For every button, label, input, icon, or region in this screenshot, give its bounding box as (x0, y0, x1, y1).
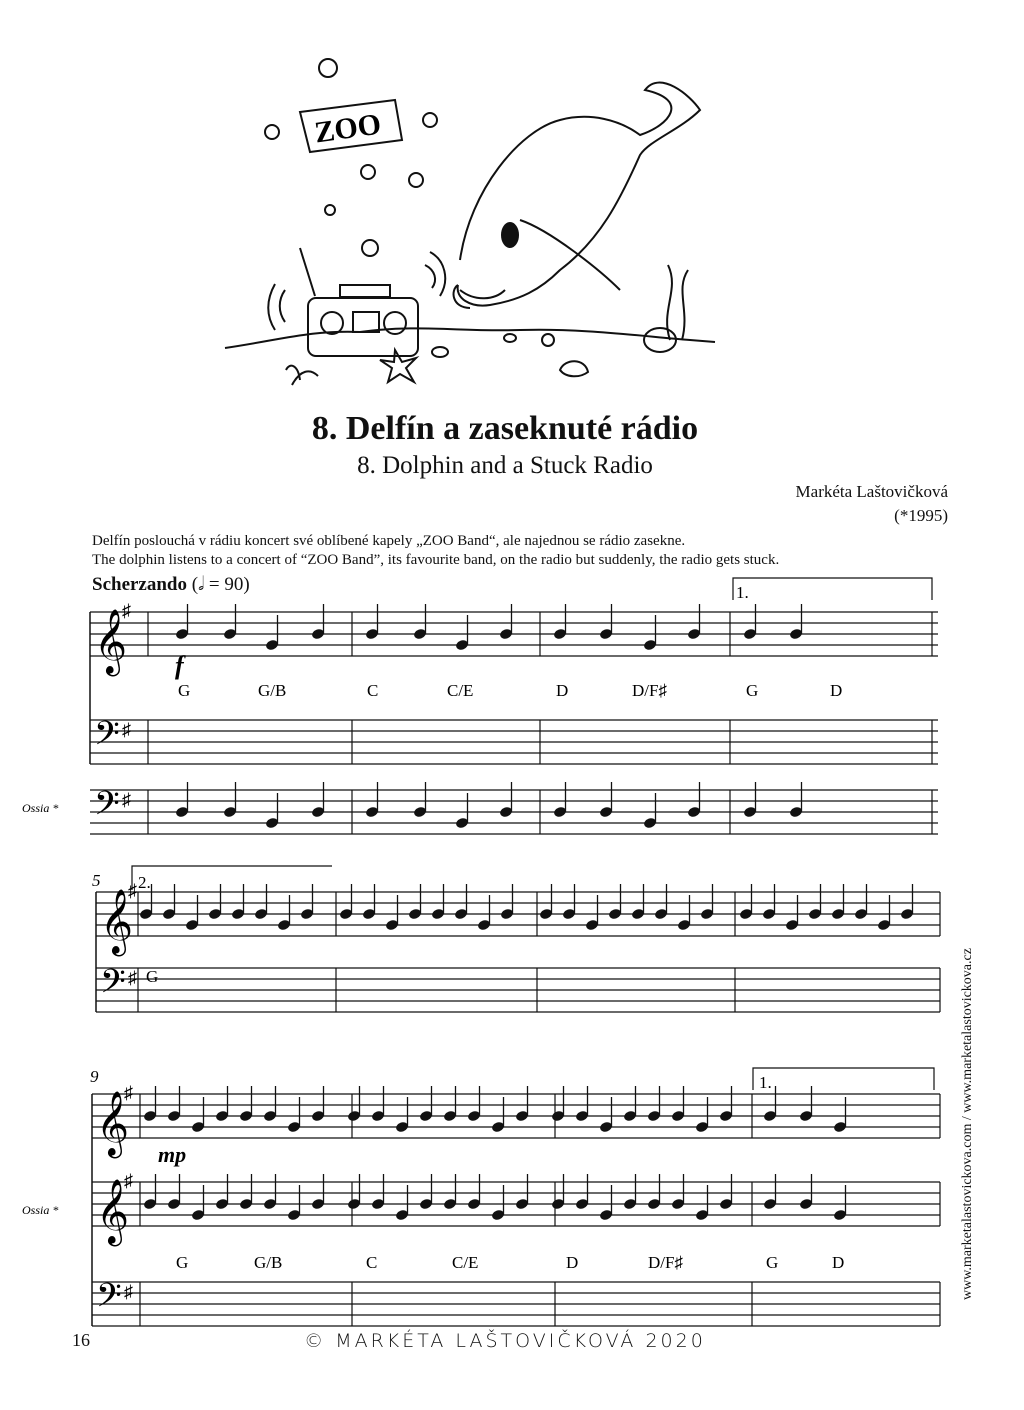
description-cz: Delfín poslouchá v rádiu koncert své oblíbené kapely „ZOO Band“, ale najednou se rádio zasekne. (92, 533, 686, 549)
ossia-label-system3: Ossia * (22, 1203, 59, 1217)
treble-clef-icon: 𝄞 (96, 1093, 130, 1155)
piece-subtitle: 8. Dolphin and a Stuck Radio (357, 452, 653, 479)
chord-symbol: G (176, 1253, 189, 1272)
chord-symbol: C/E (452, 1253, 479, 1272)
bass-clef-icon: 𝄢 (94, 715, 120, 760)
key-signature-sharp-icon: ♯ (124, 1170, 133, 1191)
chord-symbol: G (146, 967, 159, 986)
page-number: 16 (72, 1330, 90, 1350)
key-signature-sharp-icon: ♯ (124, 1082, 133, 1103)
copyright: © MARKÉTA LAŠTOVIČKOVÁ 2020 (304, 1330, 706, 1352)
zoo-sign-text: ZOO (312, 107, 384, 150)
volta-bracket (753, 1068, 934, 1090)
key-signature-sharp-icon: ♯ (124, 1281, 133, 1302)
key-signature-sharp-icon: ♯ (122, 789, 131, 810)
measure-number-9: 9 (90, 1067, 99, 1086)
chord-symbol: D (832, 1253, 845, 1272)
chord-symbol: G (746, 681, 759, 700)
volta-2-system2: 2. (138, 873, 151, 892)
description-en: The dolphin listens to a concert of “ZOO Band”, its favourite band, on the radio but suddenly, the radio gets stuck. (92, 552, 780, 568)
chord-symbol: D (566, 1253, 579, 1272)
volta-bracket (132, 866, 332, 890)
bass-clef-icon: 𝄢 (96, 1277, 122, 1322)
chord-symbol: G (178, 681, 191, 700)
key-signature-sharp-icon: ♯ (128, 880, 137, 901)
key-signature-sharp-icon: ♯ (128, 967, 137, 988)
composer-years: (*1995) (894, 506, 948, 525)
volta-1-system3: 1. (759, 1073, 772, 1092)
volta-bracket (733, 578, 932, 600)
chord-symbol: G/B (254, 1253, 283, 1272)
chord-symbol: G/B (258, 681, 287, 700)
chord-symbol: G (766, 1253, 779, 1272)
treble-clef-icon: 𝄞 (100, 891, 134, 953)
bass-clef-icon: 𝄢 (100, 963, 126, 1008)
chord-symbol: D (556, 681, 569, 700)
chord-symbol: D (830, 681, 843, 700)
metronome-mark: (𝅗𝅥 = 90) (191, 574, 250, 595)
side-url: www.marketalastovickova.com / www.marketalastovickova.cz (960, 948, 975, 1300)
measure-number-5: 5 (92, 871, 101, 890)
tempo-word: Scherzando (92, 574, 187, 595)
chord-symbol: D/F♯ (648, 1253, 683, 1272)
volta-1-system1: 1. (736, 583, 749, 602)
chord-symbol: C (367, 681, 379, 700)
staff-lines (90, 578, 940, 1326)
chord-symbol: C (366, 1253, 378, 1272)
ossia-label-system1: Ossia * (22, 801, 59, 815)
key-signature-sharp-icon: ♯ (122, 719, 131, 740)
chord-symbol: C/E (447, 681, 474, 700)
treble-clef-icon: 𝄞 (94, 611, 128, 673)
chord-symbol: D/F♯ (632, 681, 667, 700)
treble-clef-icon: 𝄞 (96, 1181, 130, 1243)
bass-clef-icon: 𝄢 (94, 785, 120, 830)
dynamic-mezzo-piano: mp (158, 1142, 187, 1167)
composer-name: Markéta Laštovičková (795, 482, 948, 501)
dynamic-forte: f (175, 651, 184, 680)
piece-title: 8. Delfín a zaseknuté rádio (311, 410, 699, 447)
score-marks (94, 600, 914, 1322)
key-signature-sharp-icon: ♯ (122, 600, 131, 621)
